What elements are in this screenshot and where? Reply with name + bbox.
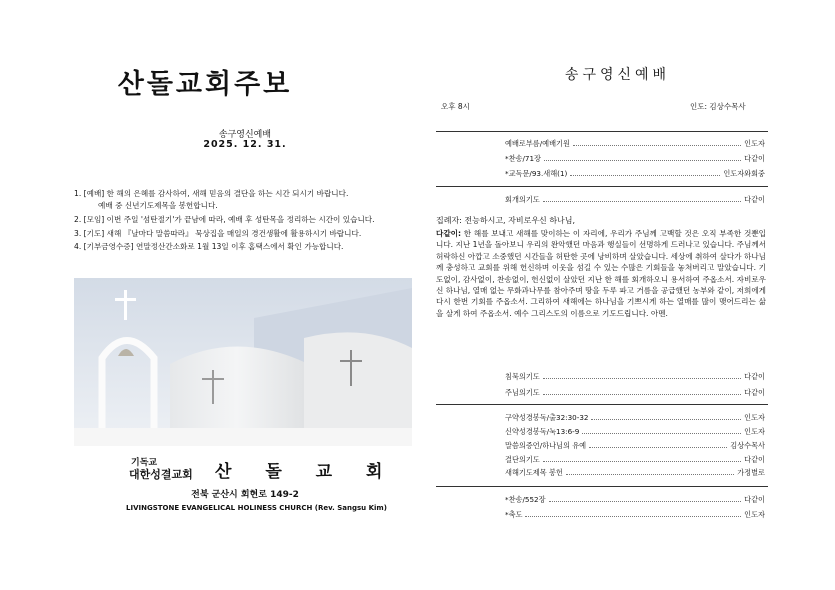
- announcement-1: 1. [예배] 한 해의 은혜를 감사하여, 새해 믿음의 결단을 하는 시간 되시기 바랍니다.: [74, 189, 349, 198]
- order-item: 결단의기도 다같이: [505, 455, 765, 464]
- announcement-2: 2. [모임] 이번 주일 '섬탄절기'가 끝남에 따라, 예배 후 성탄목을 정리하는 시간이 있습니다.: [74, 215, 375, 224]
- announcement-3: 3. [기도] 새해 『날마다 말씀따라』 묵상집을 매일의 경건생활에 활용하시기 바랍니다.: [74, 229, 362, 238]
- order-item: 침묵의기도 다같이: [505, 372, 765, 381]
- divider: [436, 404, 768, 405]
- order-item: 신약성경봉독/눅13:6-9 인도자: [505, 427, 765, 436]
- announcement-1-cont: 예배 중 신년기도제목을 봉헌합니다.: [98, 201, 218, 210]
- service-date: 2025. 12. 31.: [203, 139, 287, 150]
- order-item: 예배로부름/예배기원 인도자: [505, 139, 765, 148]
- order-item: *찬송/552장 다같이: [505, 495, 765, 504]
- order-item: 주님의기도 다같이: [505, 388, 765, 397]
- order-item: 말씀의증언/하나님의 유예 김상수목사: [505, 441, 765, 450]
- church-address: 전북 군산시 회현로 149-2: [191, 490, 299, 500]
- church-english-name: LIVINGSTONE EVANGELICAL HOLINESS CHURCH (Rev. Sangsu Kim): [126, 504, 387, 512]
- divider: [436, 131, 768, 132]
- denomination: 대한성결교회: [129, 468, 193, 481]
- bulletin-title: 산돌교회주보: [117, 69, 293, 100]
- order-item: *찬송/71장 다같이: [505, 154, 765, 163]
- worship-time: 오후 8시: [441, 102, 470, 111]
- order-item: 새해기도제목 봉헌 가정별로: [505, 468, 765, 477]
- announcement-4: 4. [기부금영수증] 연말정산간소화로 1월 13일 이후 홈택스에서 확인 가능합니다.: [74, 242, 344, 251]
- worship-title: 송구영신예배: [564, 67, 671, 83]
- church-photo: [74, 278, 412, 446]
- order-item: 구약성경봉독/출32:30-32 인도자: [505, 413, 765, 422]
- confession-prayer: [436, 228, 766, 319]
- service-name: 송구영신예배: [218, 130, 272, 140]
- prayer-text: 한 해를 보내고 새해를 맞이하는 이 자리에, 우리가 주님께 고백할 것은 오직 부족한 것뿐입니다. 지난 1년을 돌아보니 우리의 완악했던 마음과 행실들이 선명하게 드러나고 있습니다. 주님께서 허락하신 아깝고 소중했던 시간들을 허탄한 곳에 낭비하며 살았습니다. 세상에 취하여 살다가 하나님께 충성하고 교회를 위해 헌신하며 이웃을 섬길 수 있는 수많은 기회들을 놓쳐버리고 말았습니다. 기도없이, 감사없이, 찬송없이, 헌신없이 살았던 지난 한 해를 회개하오니 용서하여 주옵소서. 자비로우신 하나님, 열매 없는 무화과나무를 참아주며 땅을 두루 파고 거름을 공급했던 농부와 같이, 저희에게 다시 한번 기회를 주옵소서. 그리하여 새해에는 하나님을 기쁘시게 하는 열매를 많이 맺어드리는 삶을 살게 하여 주옵소서. 예수 그리스도의 이름으로 기도드립니다. 아멘.: [436, 229, 766, 318]
- prayer-label: 다같이:: [436, 229, 462, 238]
- church-name: 산 돌 교 회: [215, 462, 397, 482]
- church-small-top: 기독교: [131, 458, 158, 468]
- worship-leader: 인도: 김상수목사: [690, 102, 746, 111]
- divider: [436, 186, 768, 187]
- order-item: *축도 인도자: [505, 510, 765, 519]
- order-item: *교독문/93.새해(1) 인도자와회중: [505, 169, 765, 178]
- divider: [436, 486, 768, 487]
- prayer-leader-line: 집례자: 전능하시고, 자비로우신 하나님,: [436, 216, 576, 225]
- order-item: 회개의기도 다같이: [505, 195, 765, 204]
